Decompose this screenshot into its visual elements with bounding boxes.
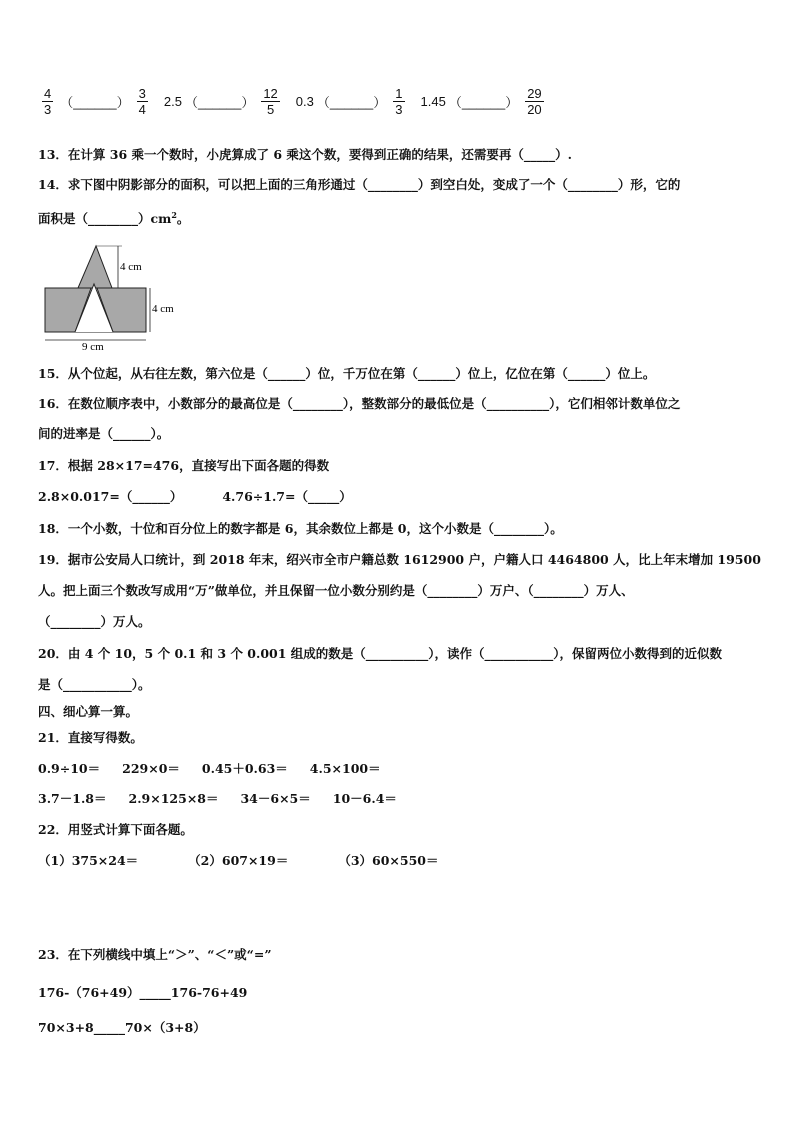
question-18: 18．一个小数，十位和百分位上的数字都是 6，其余数位上都是 0，这个小数是（________）。 xyxy=(38,521,563,536)
comparison-row xyxy=(38,86,548,117)
decimal-value: 2.5 xyxy=(163,94,182,109)
answer-blank[interactable]: （______） xyxy=(184,95,255,110)
question-13: 13．在计算 36 乘一个数时，小虎算成了 6 乘这个数，要得到正确的结果，还需要再（_____）. xyxy=(38,147,572,162)
dim-label-right: 4 cm xyxy=(152,303,174,315)
question-21-row1: 0.9÷10＝ 229×0＝ 0.45＋0.63＝ 4.5×100＝ xyxy=(38,761,381,776)
question-14-line1: 14．求下图中阴影部分的面积，可以把上面的三角形通过（________）到空白处，变成了一个（________）形，它的 xyxy=(38,177,681,192)
dim-label-bottom: 9 cm xyxy=(82,341,104,352)
dim-label-top: 4 cm xyxy=(120,261,142,273)
section-heading: 四、细心算一算。 xyxy=(38,704,139,719)
question-23-a: 176-（76+49）_____176-76+49 xyxy=(38,985,248,1000)
fraction: $\frac{12}{5}$ xyxy=(263,86,278,117)
question-19-line1: 19．据市公安局人口统计，到 2018 年末，绍兴市全市户籍总数 1612900 户，户籍人口 4464800 人，比上年末增加 19500 xyxy=(38,552,761,567)
question-19-line3: （________）万人。 xyxy=(38,614,151,629)
answer-blank[interactable]: （______） xyxy=(60,95,130,110)
question-14-line2: 面积是$(\_\_\_\_\_\_\_\_)cm^2$。 xyxy=(38,210,190,227)
fraction: $\frac{4}{3}$ xyxy=(44,86,52,117)
question-21-row2: 3.7－1.8＝ 2.9×125×8＝ 34－6×5＝ 10－6.4＝ xyxy=(38,791,397,806)
question-16-line1: 16．在数位顺序表中，小数部分的最高位是（________），整数部分的最低位是（__________），它们相邻计数单位之 xyxy=(38,396,681,411)
question-23-b: 70×3+8_____70×（3+8） xyxy=(38,1020,206,1035)
question-21: 21．直接写得数。 xyxy=(38,730,143,745)
decimal-value: 1.45 xyxy=(420,94,446,109)
answer-blank[interactable]: （______） xyxy=(448,95,519,110)
question-20-line2: 是（___________）。 xyxy=(38,677,151,692)
question-17-items: 2.8×0.017=（______） 4.76÷1.7=（_____） xyxy=(38,489,352,504)
question-16-line2: 间的进率是（______）。 xyxy=(38,426,170,441)
fraction: $\frac{3}{4}$ xyxy=(138,86,146,117)
question-17: 17．根据 28×17=476，直接写出下面各题的得数 xyxy=(38,458,330,473)
question-22: 22．用竖式计算下面各题。 xyxy=(38,822,193,837)
question-19-line2: 人。把上面三个数改写成用“万”做单位，并且保留一位小数分别约是（________）万户、（________）万人、 xyxy=(38,583,634,598)
question-15: 15．从个位起，从右往左数，第六位是（______）位，千万位在第（______）位上，亿位在第（______）位上。 xyxy=(38,366,656,381)
shaded-area-figure xyxy=(38,240,188,352)
fraction: $\frac{29}{20}$ xyxy=(527,86,542,117)
shaded-top-triangle xyxy=(78,246,112,288)
decimal-value: 0.3 xyxy=(295,94,314,109)
answer-blank[interactable]: （______） xyxy=(316,95,387,110)
fraction: $\frac{1}{3}$ xyxy=(395,86,403,117)
question-23: 23．在下列横线中填上“＞”、“＜”或“=” xyxy=(38,947,272,962)
question-20-line1: 20．由 4 个 10，5 个 0.1 和 3 个 0.001 组成的数是（__________），读作（___________），保留两位小数得到的近似数 xyxy=(38,646,723,661)
question-22-items: （1）375×24＝ （2）607×19＝ （3）60×550＝ xyxy=(38,853,439,868)
